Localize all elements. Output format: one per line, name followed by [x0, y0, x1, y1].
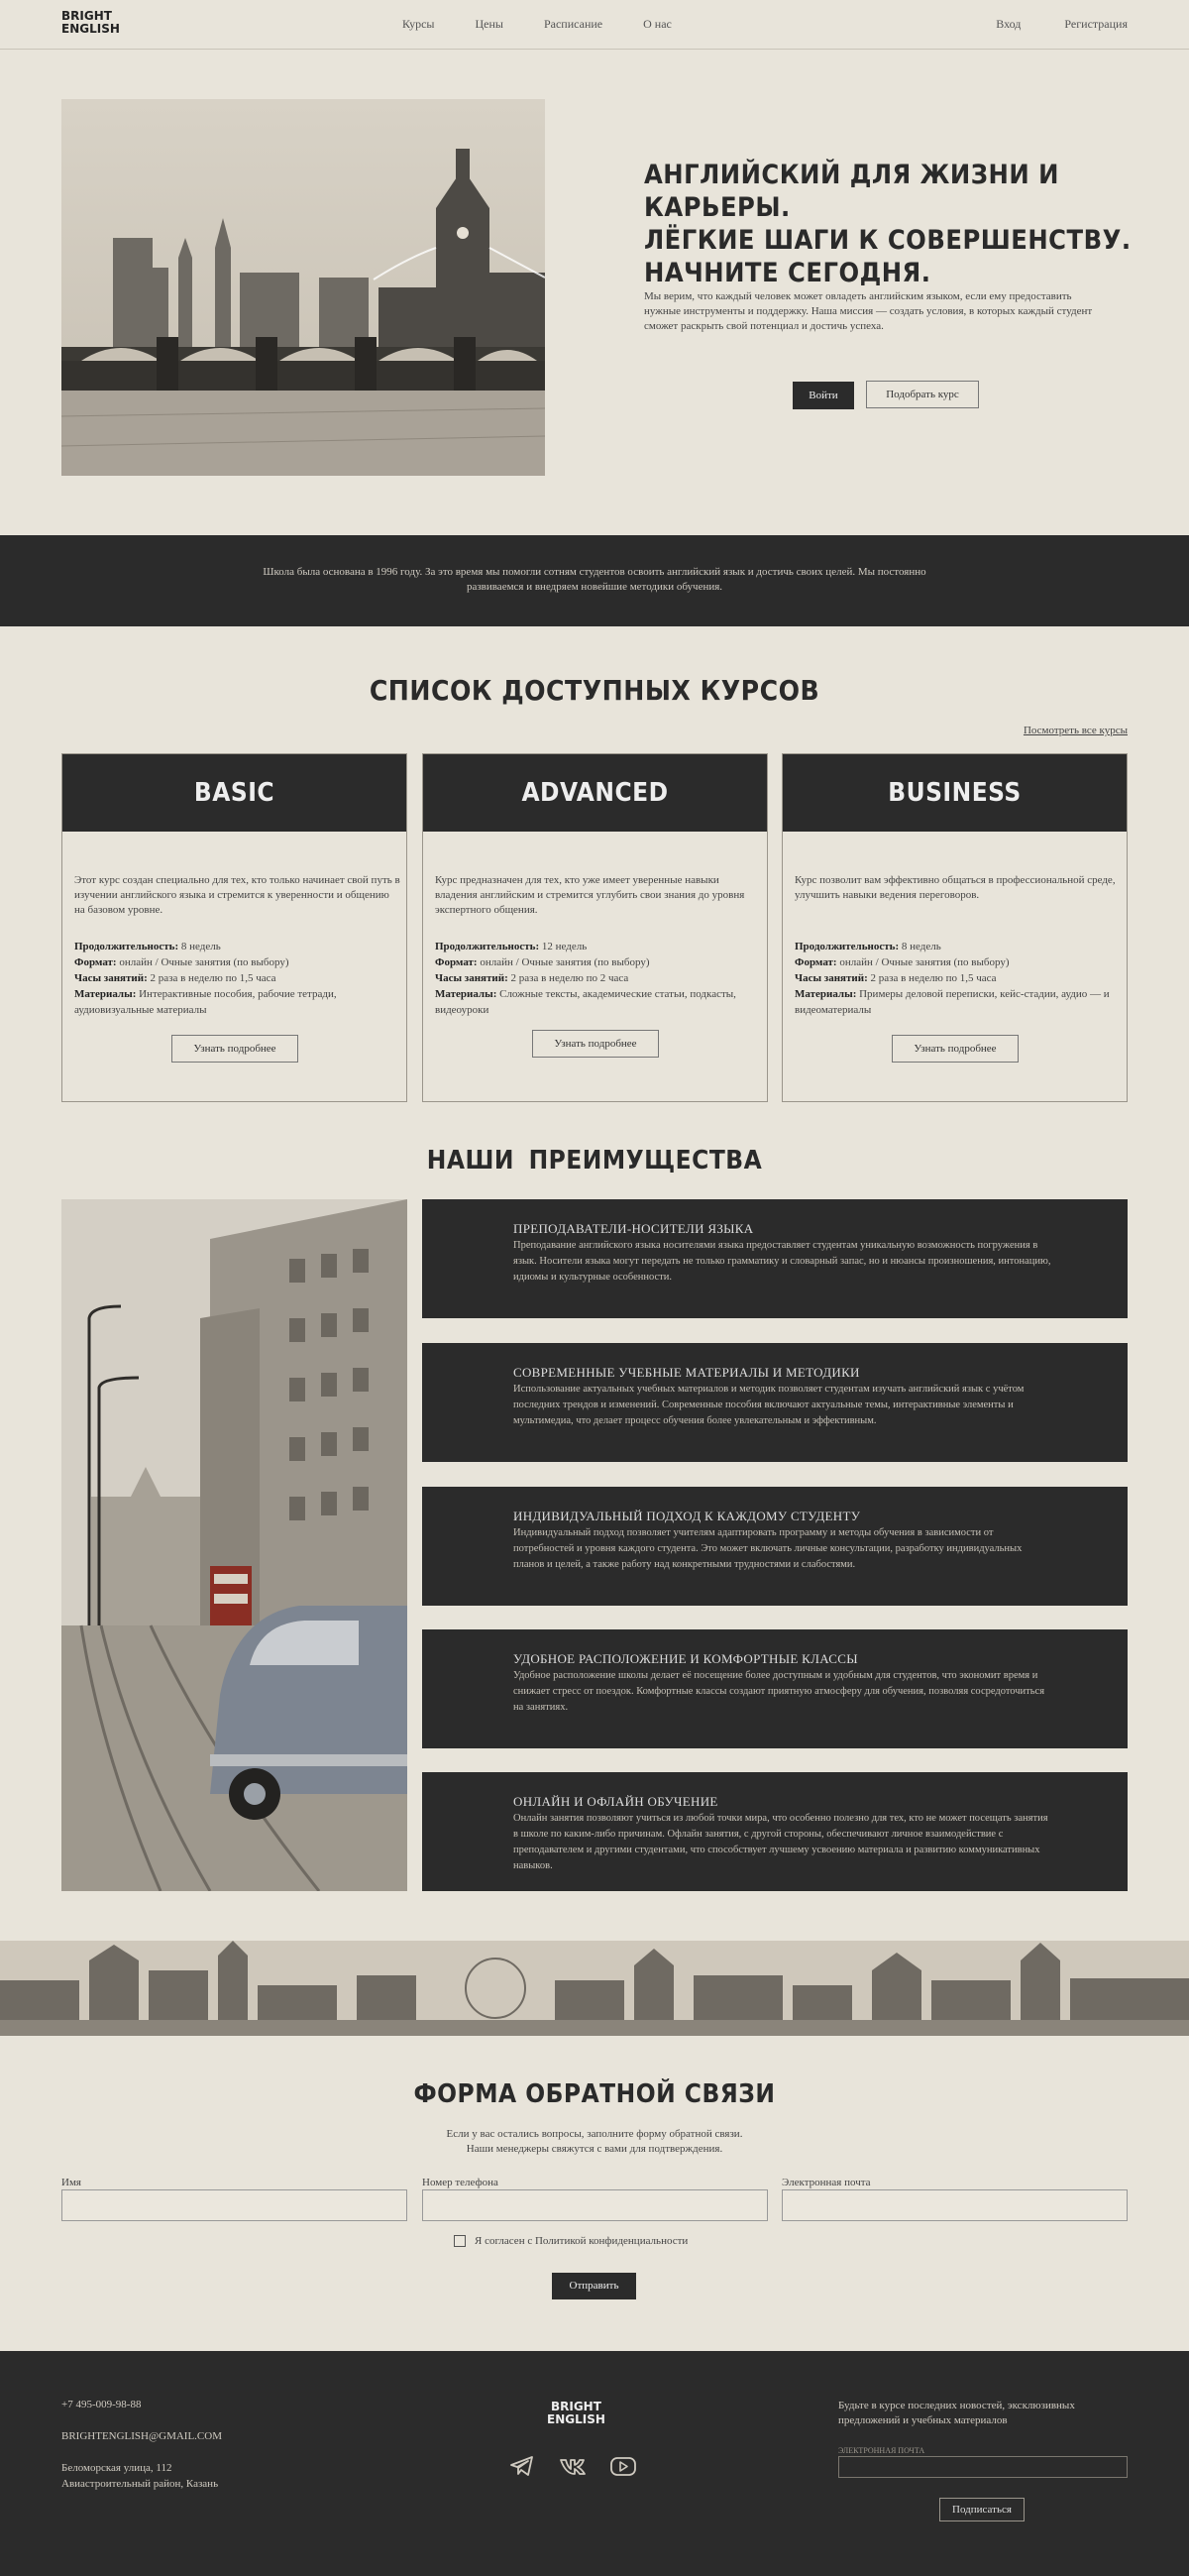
subscribe-text: Будьте в курсе последних новостей, эксклюзивных предложений и учебных материалов — [838, 2400, 1075, 2426]
advantages-image-london-street — [61, 1199, 407, 1891]
nav-item-schedule[interactable]: Расписание — [543, 17, 603, 31]
site-footer — [0, 2351, 1189, 2576]
advantage-text: Онлайн занятия позволяют учиться из любой точки мира, что особенно полезно для тех, кто не может посещать занятия в школе по каким-либо причинам. Офлайн занятия, с другой стороны, обеспечивают личное взаимодействие с преподавателем и другими студентами, что способствует лучшему усвоению материала и развитию коммуникативных навыков. — [513, 1813, 1048, 1871]
footer-address-line2: Авиастроительный район, Казань — [61, 2478, 219, 2490]
privacy-consent-label: Я согласен с Политикой конфиденциальности — [475, 2235, 689, 2247]
hero-login-button[interactable]: Войти — [793, 382, 854, 409]
email-input[interactable] — [782, 2189, 1128, 2221]
social-links — [507, 2451, 638, 2481]
youtube-icon[interactable] — [608, 2451, 638, 2481]
phone-input[interactable] — [422, 2189, 768, 2221]
subscribe-button[interactable]: Подписаться — [939, 2498, 1025, 2521]
advantage-title: ИНДИВИДУАЛЬНЫЙ ПОДХОД К КАЖДОМУ СТУДЕНТУ — [513, 1509, 861, 1523]
footer-brand-logo[interactable]: BRIGHT ENGLISH — [547, 2400, 605, 2426]
hero-description: Мы верим, что каждый человек может овладеть английским языком, если ему предоставить нужные инструменты и поддержку. Наша миссия — создать условия, в которых каждый студент сможет раскрыть свой потенциал и достичь успеха. — [644, 290, 1093, 332]
site-header — [0, 0, 1189, 50]
advantage-item — [422, 1772, 1128, 1891]
phone-label: Номер телефона — [422, 2177, 498, 2188]
nav-item-courses[interactable]: Курсы — [402, 17, 435, 31]
course-card-details: Продолжительность: 8 недель Формат: онлайн / Очные занятия (по выбору) Часы занятий: 2 раза в неделю по 1,5 часа Материалы: Интерактивные пособия, рабочие тетради, аудиовизуальные материалы — [74, 941, 337, 1016]
course-more-button[interactable]: Узнать подробнее — [532, 1030, 659, 1058]
footer-phone[interactable]: +7 495-009-98-88 — [61, 2399, 142, 2410]
advantage-item — [422, 1199, 1128, 1318]
advantage-text: Удобное расположение школы делает её посещение более доступным и удобным для студентов, что экономит время и снижает стресс от поездок. Комфортные классы создают приятную атмосферу для обучения, позволяя сосредоточиться на занятиях. — [513, 1670, 1045, 1713]
nav-item-about[interactable]: О нас — [643, 17, 672, 31]
vk-icon[interactable] — [558, 2451, 588, 2481]
subscribe-email-input[interactable] — [838, 2456, 1128, 2478]
auth-links — [996, 17, 1128, 32]
course-card-title: ADVANCED — [423, 754, 767, 832]
course-more-button[interactable]: Узнать подробнее — [171, 1035, 298, 1063]
course-card-description: Этот курс создан специально для тех, кто только начинает свой путь в изучении английского языка и стремится к уверенности и общению на базовом уровне. — [74, 874, 400, 916]
login-link[interactable]: Вход — [996, 17, 1022, 31]
advantages-section-title: НАШИ ПРЕИМУЩЕСТВА — [426, 1146, 763, 1176]
hero-image-london-bridge — [61, 99, 545, 476]
privacy-consent-checkbox[interactable] — [454, 2235, 466, 2247]
advantage-item — [422, 1629, 1128, 1748]
hero-pick-course-button[interactable]: Подобрать курс — [866, 381, 979, 408]
email-label: Электронная почта — [782, 2177, 871, 2188]
advantage-title: ОНЛАЙН И ОФЛАЙН ОБУЧЕНИЕ — [513, 1794, 718, 1809]
register-link[interactable]: Регистрация — [1064, 17, 1128, 31]
feedback-section-title: ФОРМА ОБРАТНОЙ СВЯЗИ — [413, 2079, 776, 2109]
hero-title: АНГЛИЙСКИЙ ДЛЯ ЖИЗНИ И КАРЬЕРЫ. ЛЁГКИЕ ШАГИ К СОВЕРШЕНСТВУ. НАЧНИТЕ СЕГОДНЯ. — [644, 160, 1132, 288]
advantage-title: СОВРЕМЕННЫЕ УЧЕБНЫЕ МАТЕРИАЛЫ И МЕТОДИКИ — [513, 1365, 860, 1380]
course-card-description: Курс предназначен для тех, кто уже имеет уверенные навыки владения английским и стремится углубить свои знания до уровня экспертного общения. — [435, 874, 745, 916]
privacy-consent — [454, 2235, 688, 2247]
advantage-text: Индивидуальный подход позволяет учителям адаптировать программу и методы обучения в зависимости от потребностей и уровня каждого студента. Это может включать личные консультации, разработку индивидуальных планов и целей, а также работу над конкретными трудностями и слабостями. — [513, 1527, 1023, 1570]
course-card-basic — [61, 753, 407, 1102]
submit-button[interactable]: Отправить — [552, 2273, 636, 2299]
course-card-business — [782, 753, 1128, 1102]
about-band-text: Школа была основана в 1996 году. За это время мы помогли сотням студентов освоить английский язык и достичь своих целей. Мы постоянно развиваемся и внедряем новейшие методики обучения. — [263, 566, 926, 593]
advantage-item — [422, 1487, 1128, 1606]
course-card-title: BASIC — [62, 754, 406, 832]
telegram-icon[interactable] — [507, 2451, 537, 2481]
feedback-subtitle: Если у вас остались вопросы, заполните форму обратной связи. Наши менеджеры свяжутся с вами для подтверждения. — [446, 2128, 743, 2155]
advantage-title: УДОБНОЕ РАСПОЛОЖЕНИЕ И КОМФОРТНЫЕ КЛАССЫ — [513, 1651, 858, 1666]
name-input[interactable] — [61, 2189, 407, 2221]
course-card-description: Курс позволит вам эффективно общаться в профессиональной среде, улучшить навыки ведения переговоров. — [795, 874, 1116, 901]
course-card-details: Продолжительность: 12 недель Формат: онлайн / Очные занятия (по выбору) Часы занятий: 2 раза в неделю по 2 часа Материалы: Сложные тексты, академические статьи, подкасты, видеоуроки — [435, 941, 736, 1016]
courses-section-title: СПИСОК ДОСТУПНЫХ КУРСОВ — [369, 674, 820, 707]
skyline-banner-image — [0, 1941, 1189, 2036]
course-more-button[interactable]: Узнать подробнее — [892, 1035, 1019, 1063]
subscribe-email-label: ЭЛЕКТРОННАЯ ПОЧТА — [838, 2446, 925, 2455]
brand-logo[interactable]: BRIGHT ENGLISH — [61, 9, 120, 36]
advantage-item — [422, 1343, 1128, 1462]
advantage-text: Преподавание английского языка носителями языка предоставляет студентам уникальную возможность погружения в язык. Носители языка могут передать не только грамматику и словарный запас, но и нюансы произношения, интонацию, идиомы и культурные особенности. — [513, 1240, 1051, 1283]
course-card-details: Продолжительность: 8 недель Формат: онлайн / Очные занятия (по выбору) Часы занятий: 2 раза в неделю по 1,5 часа Материалы: Примеры деловой переписки, кейс-стадии, аудио — и видеоматериалы — [795, 941, 1110, 1016]
nav-item-prices[interactable]: Цены — [475, 17, 503, 31]
footer-address-line1: Беломорская улица, 112 — [61, 2462, 172, 2474]
name-label: Имя — [61, 2177, 81, 2188]
advantage-title: ПРЕПОДАВАТЕЛИ-НОСИТЕЛИ ЯЗЫКА — [513, 1221, 754, 1236]
footer-email[interactable]: BRIGHTENGLISH@GMAIL.COM — [61, 2430, 222, 2442]
advantage-text: Использование актуальных учебных материалов и методик позволяет студентам изучать английский язык с учётом последних трендов и изменений. Современные пособия включают актуальные темы, интерактивные элементы и мультимедиа, что делает процесс обучения более увлекательным и эффективным. — [513, 1384, 1025, 1426]
main-nav — [402, 17, 672, 32]
about-band — [0, 535, 1189, 626]
course-card-advanced — [422, 753, 768, 1102]
course-card-title: BUSINESS — [783, 754, 1127, 832]
view-all-courses-link[interactable]: Посмотреть все курсы — [1023, 725, 1128, 736]
